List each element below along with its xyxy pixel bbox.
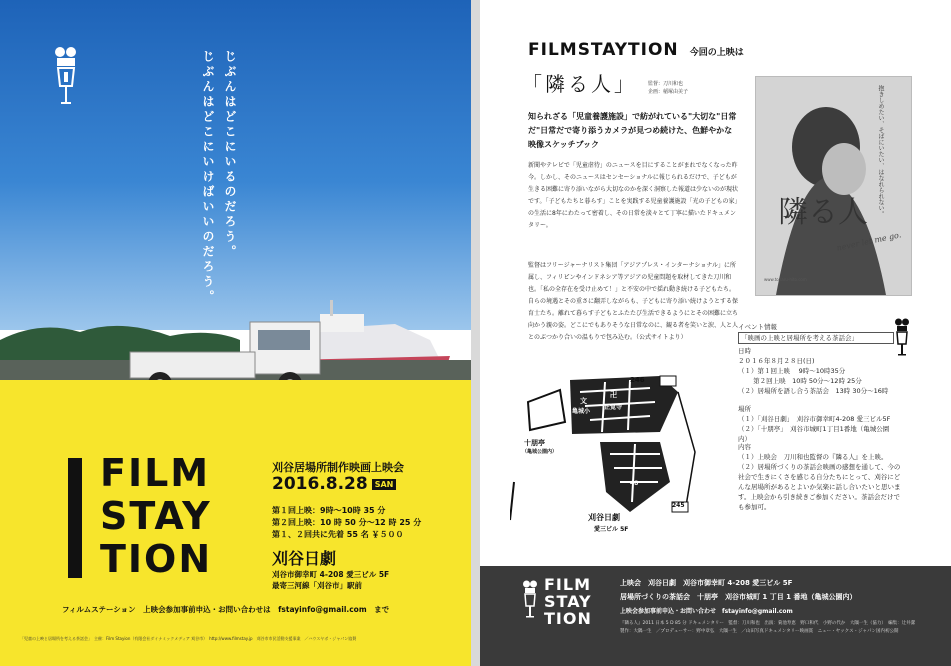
temple-name-label: 正覚寺 <box>604 404 623 411</box>
film-poster <box>755 76 912 296</box>
tagline-1: じぶんはどこにいるのだろう。 <box>223 50 237 260</box>
screening-2: 第２回上映：10 時 50 分～12 時 25 分 <box>272 518 422 527</box>
footer-line-3: 上映会参加事前申込・お問い合わせ fstayinfo@gmail.com <box>620 608 793 615</box>
title-bar-mark <box>68 458 82 578</box>
event-date <box>272 474 396 494</box>
screening-note: 第１、２回共に先着 55 名 ￥５００ <box>272 530 404 539</box>
route-245-label: 245 <box>672 502 685 509</box>
planning-credit: 企画：稲塚由美子 <box>648 89 689 95</box>
info-slot-2: 第２回上映 10時 50分～12時 25分 <box>738 377 862 385</box>
poster-footer: www.tonaru-hito.com <box>764 277 807 282</box>
jupotei-label: 十朋亭 <box>524 439 545 447</box>
page-gutter <box>471 0 480 666</box>
brand-subtitle: 今回の上映は <box>689 48 744 58</box>
footer-line-5: 製作：大隅一生 ／プロデューサー：野中章弘 大隅一生 ／山田写真ドキュメンタリー映画賞 ニュー・ヤックス・ジャパン国内初公開 <box>620 629 899 634</box>
info-date-label: 日時 <box>738 347 751 355</box>
info-content-2: （２）居場所づくりの茶話会映画の感想を通して、今の社会で生きにくさを感じる自分たちにとって、刈谷にどんな居場所があるとよいか気楽に話し合いたいと思います。上映会から引き続きご参加ください。茶話会だけでも参加可。 <box>738 463 901 511</box>
screening-1: 第１回上映：9時～10時 35 分 <box>272 506 386 515</box>
credits-line: 「児童の上映と居場所を考える茶話会」 主催：Film Stayion（有限会社ダイナミックメディア 刈谷市） http://www.filmstay.jp 刈谷市市民活動支援事業 ／ハウスヤボ・ジャパン協賛 <box>20 636 357 641</box>
event-date-text: 2016.8.28 <box>272 474 368 494</box>
venue-address: 刈谷市御幸町 4-208 愛三ビル 5F <box>272 570 390 579</box>
brand-title: FILMSTAYTION <box>528 40 679 60</box>
director-credit: 監督：刀川和也 <box>648 81 684 87</box>
info-place-1: （１）「刈谷日劇」 刈谷市御幸町4-208 愛三ビル5F <box>738 415 891 423</box>
venue-name: 刈谷日劇 <box>272 549 337 568</box>
event-day-badge: SAN <box>372 479 397 490</box>
venue-access: 最寄三河線「刈谷市」駅前 <box>272 581 362 590</box>
info-slot-1: （１）第１回上映 9時～10時35分 <box>738 367 846 375</box>
info-place-2: （２）「十朋亭」 刈谷市城町1丁目1番地（亀城公園内） <box>738 425 890 443</box>
info-slot-3: （２）居場所を語し合う茶話会 13時 30分～16時 <box>738 387 889 395</box>
body-paragraph-1: 新聞やテレビで「児童虐待」のニュースを目にすることがまれでなくなった昨今。しかし、そのニュースはセンセーショナルに報じられるだけで、子どもが生きる困難に寄り添いながら大切なのかを深く洞察した報道は少ないのが現状です。「子どもたちと暮らす」ことを実践する児童養護施設「光の子どもの家」の生活に8年にわたって密着し、その日常を淡々とて丁寧に描いたドキュメンタリー。 <box>528 162 739 229</box>
footer <box>480 566 951 666</box>
footer-brand-line-2: STAY <box>544 592 592 611</box>
info-content-label: 内容 <box>738 443 751 451</box>
film-title: 「隣る人」 <box>522 72 637 96</box>
poster-tagline: 抱きしめたい、そばにいたい、はなれられない。 <box>877 85 884 217</box>
route-246-label: 246 <box>630 376 645 384</box>
lead-text: 知られざる「児童養護施設」で紡がれている"大切な"日常だ"日常だで寄り添うカメラが見つめ続けた、色鮮やかな映像スケッチブック <box>528 112 737 149</box>
title-line-3: TION <box>100 537 213 581</box>
poster-illustration <box>756 77 911 295</box>
footer-line-4: 『隣る人』2011 日本 5 D 85 分 ドキュメンタリー 監督：刀川和也 出演：菊池寿恵 野口和代 小野の代か 大隅一生（協力） 編集：辻井潔 <box>620 621 916 626</box>
info-date: ２０１６年８月２８日(日) <box>738 357 815 365</box>
footer-line-2: 居場所づくりの茶話会 十朋亭 刈谷市城町 1 丁目 1 番地（亀城公園内） <box>620 593 857 601</box>
film-camera-logo-icon <box>52 46 80 110</box>
body-paragraph-2: 監督はフリージャーナリスト集団「アジアプレス・インターナショナル」に所属し、フィリピンやインドネシア等アジアの児童問題を取材してきた刀川和也。「私の全存在を受け止めて！」と不安の中で揺れ動き続ける子どもたち。自らの境遇とその重さに翻弄しながらも、子どもに寄り添い続けようとする保育士たち。離れて暮らす子どもとふたたび生活できるようにとその困難に立ち向かう親の姿。どこにでもありそうな日常なのに、観る者を笑いと涙、人と人とのぶつかり合いの温もりで包み込む。（公式サイトより） <box>528 262 739 341</box>
footer-camera-icon <box>522 580 538 620</box>
nichigeki-sub-label: 愛三ビル 5F <box>594 526 629 533</box>
title-line-1: FILM <box>100 451 211 495</box>
temple-label: 卍 <box>610 391 617 399</box>
poster-title: 隣る人 <box>778 195 868 230</box>
info-place-label: 場所 <box>738 405 751 413</box>
flyer-front <box>0 0 471 666</box>
info-heading: イベント情報 <box>738 323 777 331</box>
footer-brand-line-3: TION <box>544 609 592 628</box>
event-title: 刈谷居場所制作映画上映会 <box>272 461 404 474</box>
route-48-label: 48 <box>630 480 639 487</box>
info-event-name: 「映画の上映と居場所を考える茶話会」 <box>738 332 894 344</box>
title-line-2: STAY <box>100 494 212 538</box>
footer-line-1: 上映会 刈谷日劇 刈谷市御幸町 4-208 愛三ビル 5F <box>620 579 793 587</box>
header <box>528 40 744 60</box>
film-station-title <box>100 452 212 581</box>
info-content-1: （１）上映会 刀川和也監督の『隣る人』を上映。 <box>738 453 888 461</box>
poster-english-title: never let me go. <box>835 230 902 253</box>
flyer-back <box>480 0 951 666</box>
school-name-label: 亀城小 <box>572 408 591 415</box>
jupotei-sub-label: （亀城公園内） <box>522 449 558 455</box>
school-label: 文 <box>580 397 587 405</box>
contact-line: フィルムステーション 上映会参加事前申込・お問い合わせは fstayinfo@gmail.com まで <box>62 605 390 614</box>
footer-brand-line-1: FILM <box>544 575 591 594</box>
tagline-2: じぶんはどこにいけばいいのだろう。 <box>201 50 215 305</box>
footer-brand <box>544 576 592 627</box>
nichigeki-label: 刈谷日劇 <box>588 513 620 522</box>
